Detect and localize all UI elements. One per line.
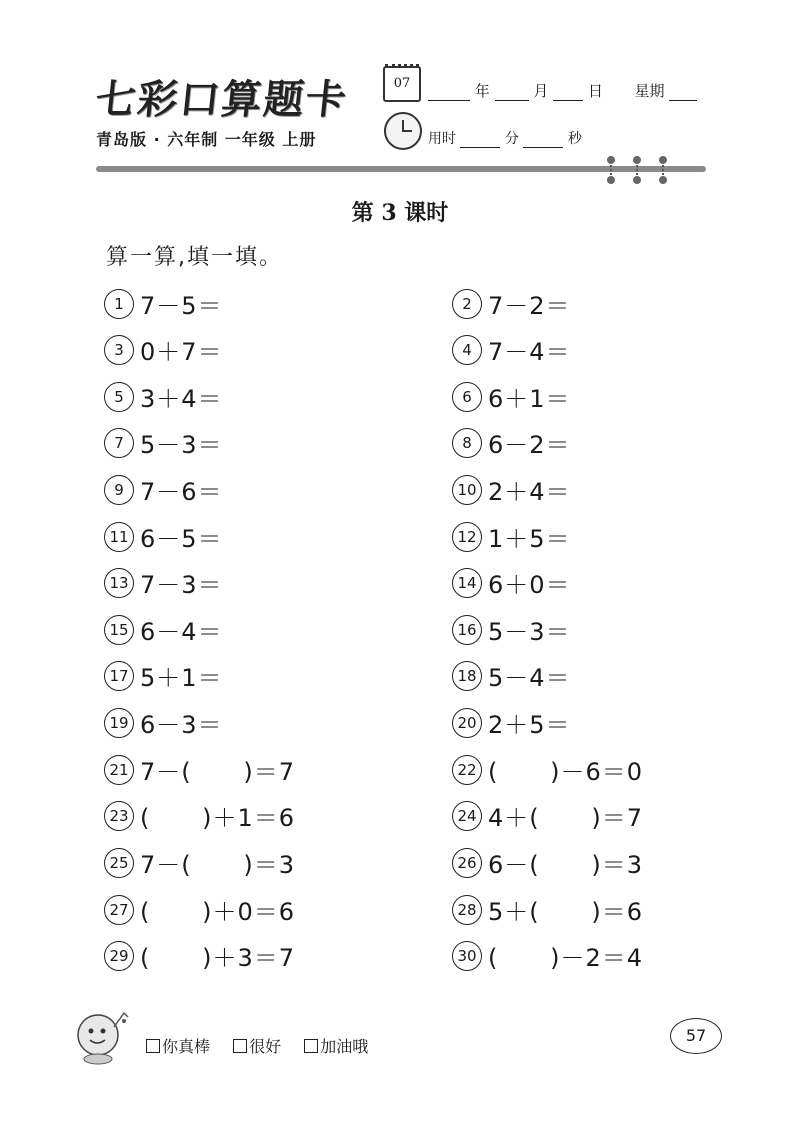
problem-item[interactable] <box>452 565 571 600</box>
problem-item[interactable] <box>452 612 571 647</box>
problem-number: 27 <box>104 895 134 925</box>
problem-expression: 7－2＝ <box>488 292 571 320</box>
problem-number: 29 <box>104 941 134 971</box>
problem-item[interactable] <box>104 892 295 927</box>
problem-number: 3 <box>104 335 134 365</box>
problem-number: 9 <box>104 475 134 505</box>
problem-expression: 2＋5＝ <box>488 711 571 739</box>
checkbox[interactable] <box>146 1039 160 1053</box>
problem-expression: 5－4＝ <box>488 664 571 692</box>
mascot-icon <box>70 1005 132 1067</box>
problem-expression: ( )－2＝4 <box>488 944 644 972</box>
problem-number: 28 <box>452 895 482 925</box>
problem-item[interactable] <box>104 332 223 367</box>
problem-expression: 6－5＝ <box>140 525 223 553</box>
problem-expression: 7－5＝ <box>140 292 223 320</box>
problem-expression: 7－( )＝7 <box>140 758 296 786</box>
problem-item[interactable] <box>104 286 223 321</box>
problem-item[interactable] <box>452 332 571 367</box>
self-rating <box>146 1034 386 1057</box>
problem-expression: 5＋( )＝6 <box>488 898 644 926</box>
problem-expression: 2＋4＝ <box>488 478 571 506</box>
problem-number: 26 <box>452 848 482 878</box>
problem-number: 2 <box>452 289 482 319</box>
problem-item[interactable] <box>452 472 571 507</box>
problem-expression: 7－3＝ <box>140 571 223 599</box>
problem-number: 22 <box>452 755 482 785</box>
problem-item[interactable] <box>104 845 295 880</box>
problem-item[interactable] <box>452 845 643 880</box>
problem-item[interactable] <box>104 379 223 414</box>
date-fields <box>428 80 697 101</box>
problem-expression: 6－3＝ <box>140 711 223 739</box>
problem-number: 19 <box>104 708 134 738</box>
instruction-text: 算一算,填一填。 <box>106 245 283 270</box>
problem-expression: ( )＋0＝6 <box>140 898 296 926</box>
time-used-label: 用时 <box>428 131 456 147</box>
binder-ring-icon <box>636 158 642 182</box>
problem-expression: ( )＋3＝7 <box>140 944 296 972</box>
problem-number: 6 <box>452 382 482 412</box>
calendar-day: 07 <box>393 76 411 91</box>
problem-item[interactable] <box>452 425 571 460</box>
problem-expression: 5－3＝ <box>140 431 223 459</box>
problem-number: 5 <box>104 382 134 412</box>
problem-item[interactable] <box>452 798 643 833</box>
rating-option[interactable] <box>304 1037 368 1056</box>
seconds-blank[interactable] <box>523 133 563 148</box>
problem-expression: 7－6＝ <box>140 478 223 506</box>
problem-expression: 6＋0＝ <box>488 571 571 599</box>
problem-item[interactable] <box>452 286 571 321</box>
problem-expression: 6＋1＝ <box>488 385 571 413</box>
checkbox[interactable] <box>233 1039 247 1053</box>
problem-expression: 0＋7＝ <box>140 338 223 366</box>
problem-number: 7 <box>104 428 134 458</box>
problem-number: 4 <box>452 335 482 365</box>
problem-number: 30 <box>452 941 482 971</box>
problem-expression: 4＋( )＝7 <box>488 804 644 832</box>
edition-subtitle: 青岛版 · 六年制 一年级 上册 <box>96 130 317 149</box>
problem-item[interactable] <box>104 519 223 554</box>
problem-expression: 6－4＝ <box>140 618 223 646</box>
problem-item[interactable] <box>104 612 223 647</box>
problem-number: 17 <box>104 661 134 691</box>
rating-option[interactable] <box>146 1037 210 1056</box>
minutes-blank[interactable] <box>460 133 500 148</box>
problem-expression: ( )＋1＝6 <box>140 804 296 832</box>
problem-number: 11 <box>104 522 134 552</box>
page-number: 57 <box>670 1018 722 1054</box>
clock-icon <box>384 112 422 150</box>
problem-number: 8 <box>452 428 482 458</box>
minute-label: 分 <box>504 131 519 147</box>
binder-ring-icon <box>662 158 668 182</box>
second-label: 秒 <box>567 131 582 147</box>
problem-number: 15 <box>104 615 134 645</box>
month-label: 月 <box>533 82 549 100</box>
weekday-label: 星期 <box>634 82 665 100</box>
problem-number: 12 <box>452 522 482 552</box>
problem-expression: 1＋5＝ <box>488 525 571 553</box>
problem-item[interactable] <box>452 519 571 554</box>
problem-item[interactable] <box>104 658 223 693</box>
checkbox[interactable] <box>304 1039 318 1053</box>
problem-expression: 5＋1＝ <box>140 664 223 692</box>
problem-expression: 7－4＝ <box>488 338 571 366</box>
day-label: 日 <box>587 82 603 100</box>
problem-number: 20 <box>452 708 482 738</box>
lesson-title: 第 3 课时 <box>351 200 449 226</box>
problem-expression: 6－( )＝3 <box>488 851 644 879</box>
rating-option[interactable] <box>233 1037 281 1056</box>
problem-number: 18 <box>452 661 482 691</box>
problem-number: 1 <box>104 289 134 319</box>
problem-expression: 6－2＝ <box>488 431 571 459</box>
problem-item[interactable] <box>452 892 643 927</box>
problem-number: 23 <box>104 801 134 831</box>
rating-label: 加油哦 <box>320 1037 369 1056</box>
problem-item[interactable] <box>104 798 295 833</box>
month-blank[interactable] <box>495 86 529 101</box>
problem-item[interactable] <box>104 472 223 507</box>
rating-label: 你真棒 <box>162 1037 211 1056</box>
problem-item[interactable] <box>104 565 223 600</box>
problem-item[interactable] <box>452 658 571 693</box>
problem-number: 13 <box>104 568 134 598</box>
weekday-blank[interactable] <box>669 86 697 101</box>
problem-number: 16 <box>452 615 482 645</box>
problem-expression: 7－( )＝3 <box>140 851 296 879</box>
problem-item[interactable] <box>452 752 643 787</box>
problem-item[interactable] <box>104 425 223 460</box>
problem-expression: ( )－6＝0 <box>488 758 644 786</box>
day-blank[interactable] <box>553 86 583 101</box>
problem-item[interactable] <box>104 752 295 787</box>
problem-item[interactable] <box>104 938 295 973</box>
problem-expression: 5－3＝ <box>488 618 571 646</box>
problem-number: 14 <box>452 568 482 598</box>
problem-number: 24 <box>452 801 482 831</box>
problem-item[interactable] <box>452 379 571 414</box>
year-label: 年 <box>474 82 490 100</box>
problem-number: 21 <box>104 755 134 785</box>
brand-title: 七彩口算题卡 <box>93 77 351 123</box>
problem-expression: 3＋4＝ <box>140 385 223 413</box>
binder-ring-icon <box>610 158 616 182</box>
rating-label: 很好 <box>249 1037 282 1056</box>
problem-item[interactable] <box>452 705 571 740</box>
problem-item[interactable] <box>452 938 643 973</box>
time-used-fields <box>428 128 582 148</box>
problem-number: 25 <box>104 848 134 878</box>
problem-number: 10 <box>452 475 482 505</box>
year-blank[interactable] <box>428 86 470 101</box>
problem-item[interactable] <box>104 705 223 740</box>
calendar-icon <box>383 66 421 102</box>
